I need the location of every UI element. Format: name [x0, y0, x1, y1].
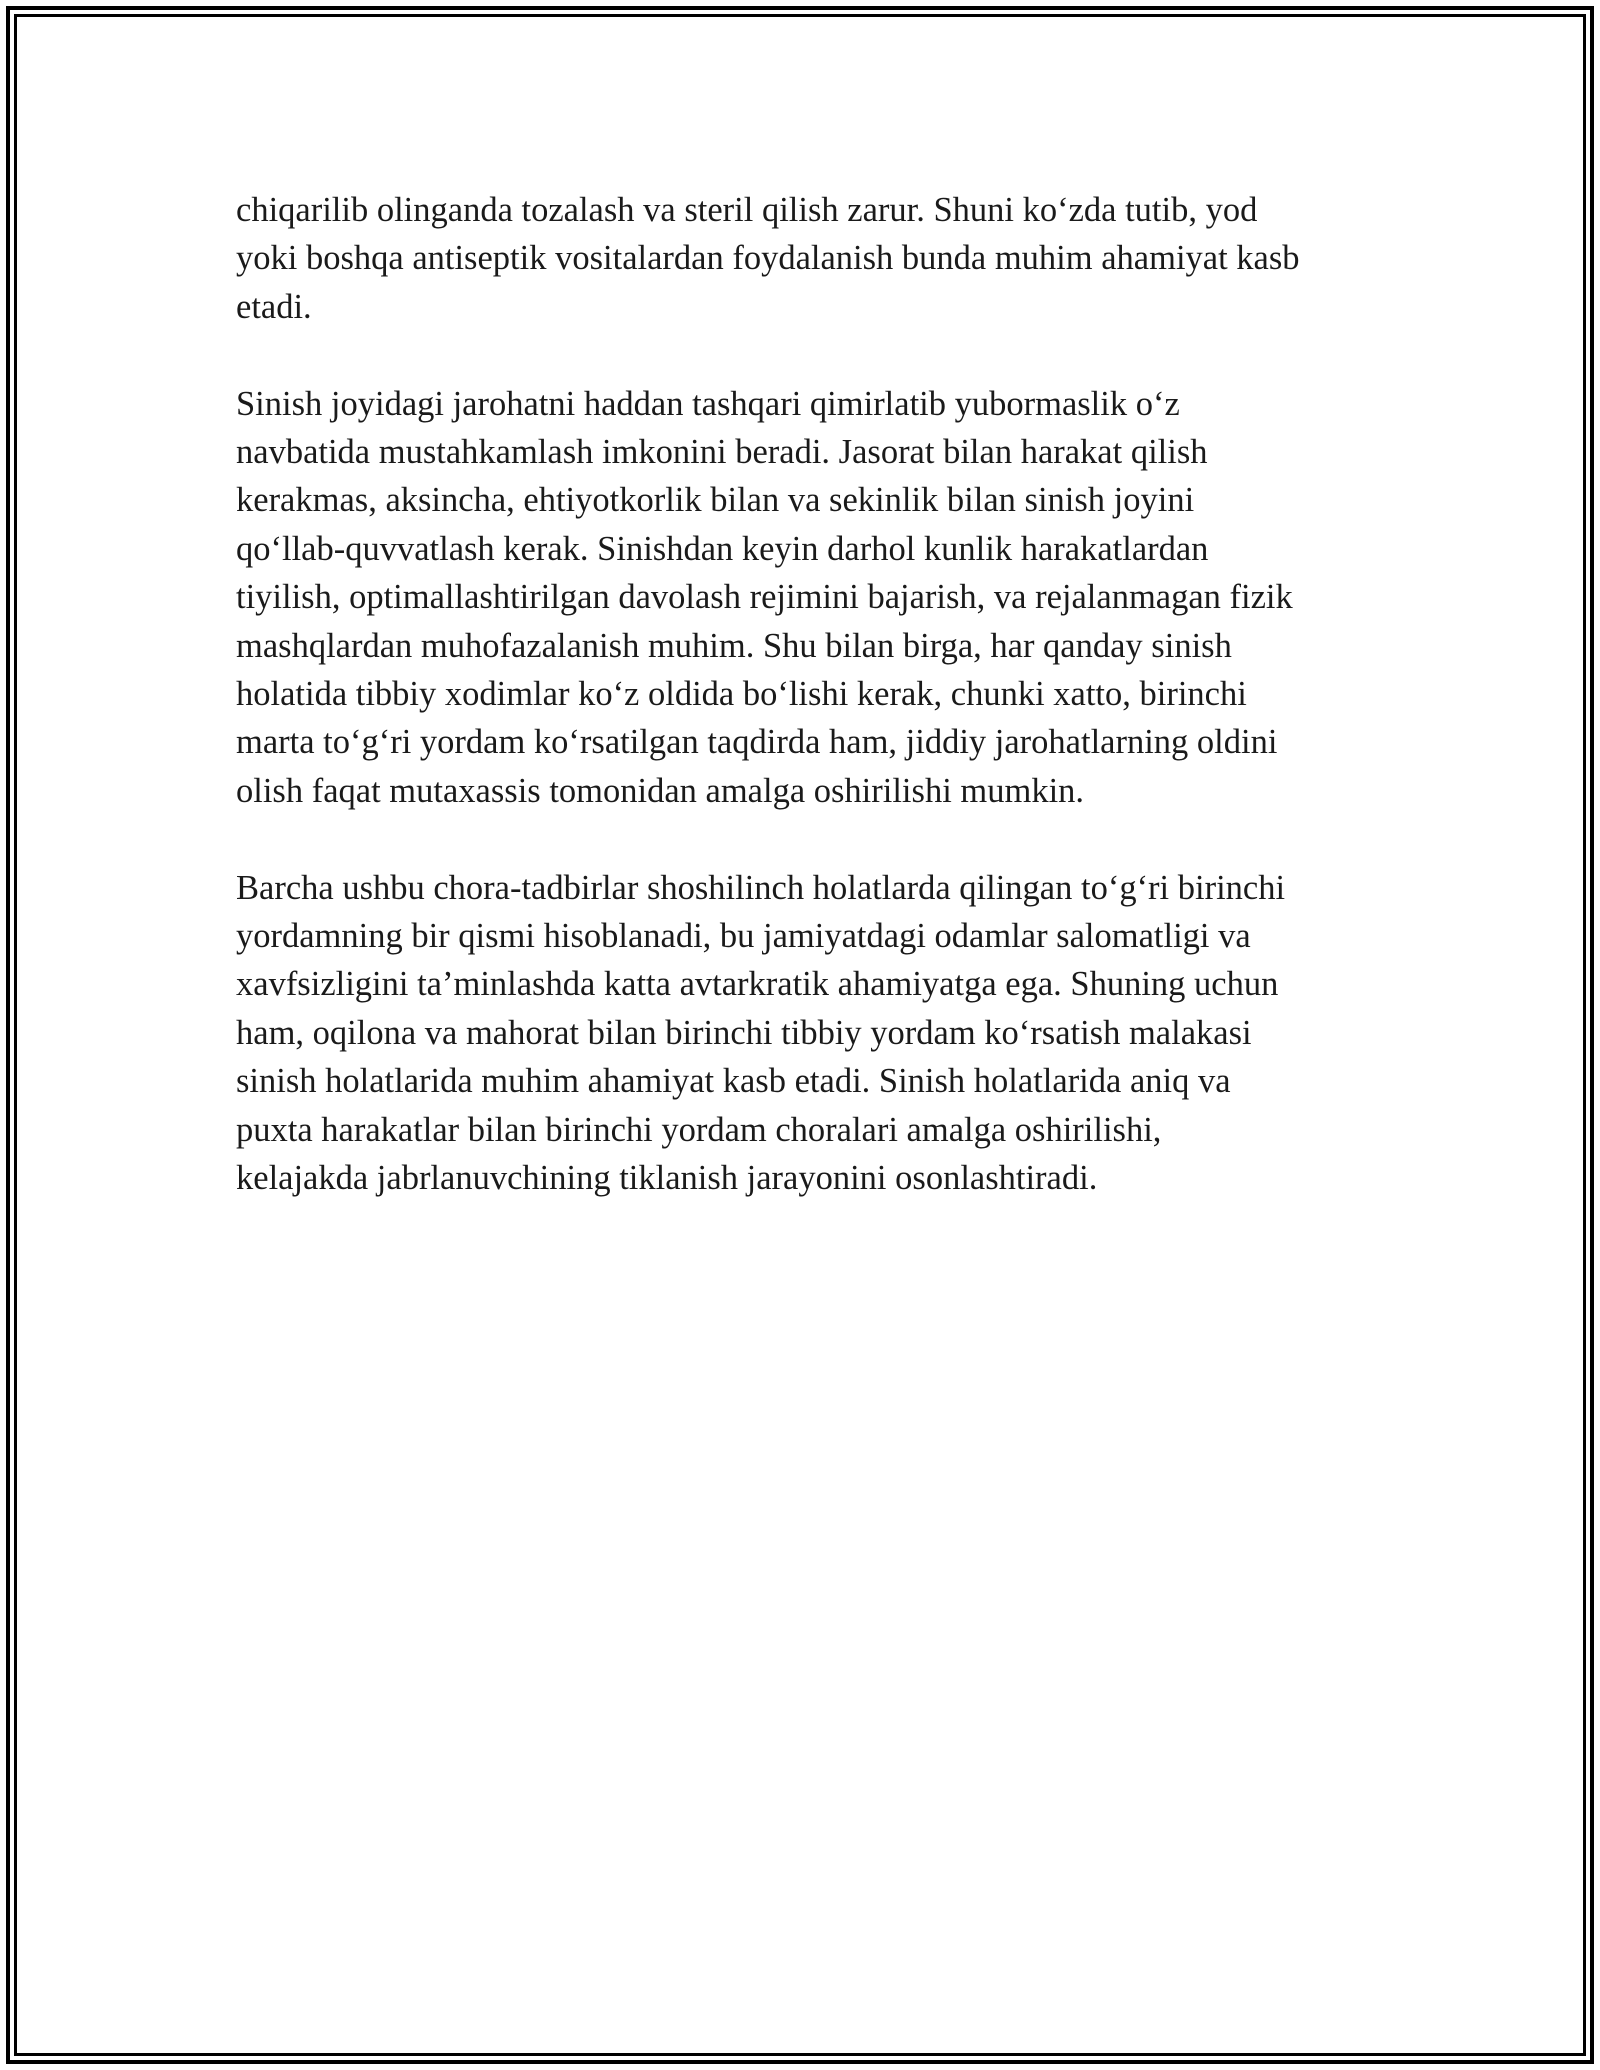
paragraph-2: Sinish joyidagi jarohatni haddan tashqari qimirlatib yubormaslik o‘z navbatida mustahkamlash imkonini beradi. Jasorat bilan harakat qilish kerakmas, aksincha, ehtiyotkorlik bilan va sekinlik bilan sinish joyini qo‘llab-quvvatlash kerak. Sinishdan keyin darhol kunlik harakatlardan tiyilish, optimallashtirilgan davolash rejimini bajarish, va rejalanmagan fizik mashqlardan muhofazalanish muhim. Shu bilan birga, har qanday sinish holatida tibbiy xodimlar ko‘z oldida bo‘lishi kerak, chunki xatto, birinchi marta to‘g‘ri yordam ko‘rsatilgan taqdirda ham, jiddiy jarohatlarning oldini olish faqat mutaxassis tomonidan amalga oshirilishi mumkin. — [236, 384, 1293, 810]
paragraph-1: chiqarilib olinganda tozalash va steril qilish zarur. Shuni ko‘zda tutib, yod yoki boshqa antiseptik vositalardan foydalanish bunda muhim ahamiyat kasb etadi. — [236, 191, 1300, 326]
document-body — [236, 186, 1376, 1203]
paragraph-3: Barcha ushbu chora-tadbirlar shoshilinch holatlarda qilingan to‘g‘ri birinchi yordamning bir qismi hisoblanadi, bu jamiyatdagi odamlar salomatligi va xavfsizligini ta’minlashda katta avtarkratik ahamiyatga ega. Shuning uchun ham, oqilona va mahorat bilan birinchi tibbiy yordam ko‘rsatish malakasi sinish holatlarida muhim ahamiyat kasb etadi. Sinish holatlarida aniq va puxta harakatlar bilan birinchi yordam choralari amalga oshirilishi, kelajakda jabrlanuvchining tiklanish jarayonini osonlashtiradi. — [236, 868, 1286, 1198]
